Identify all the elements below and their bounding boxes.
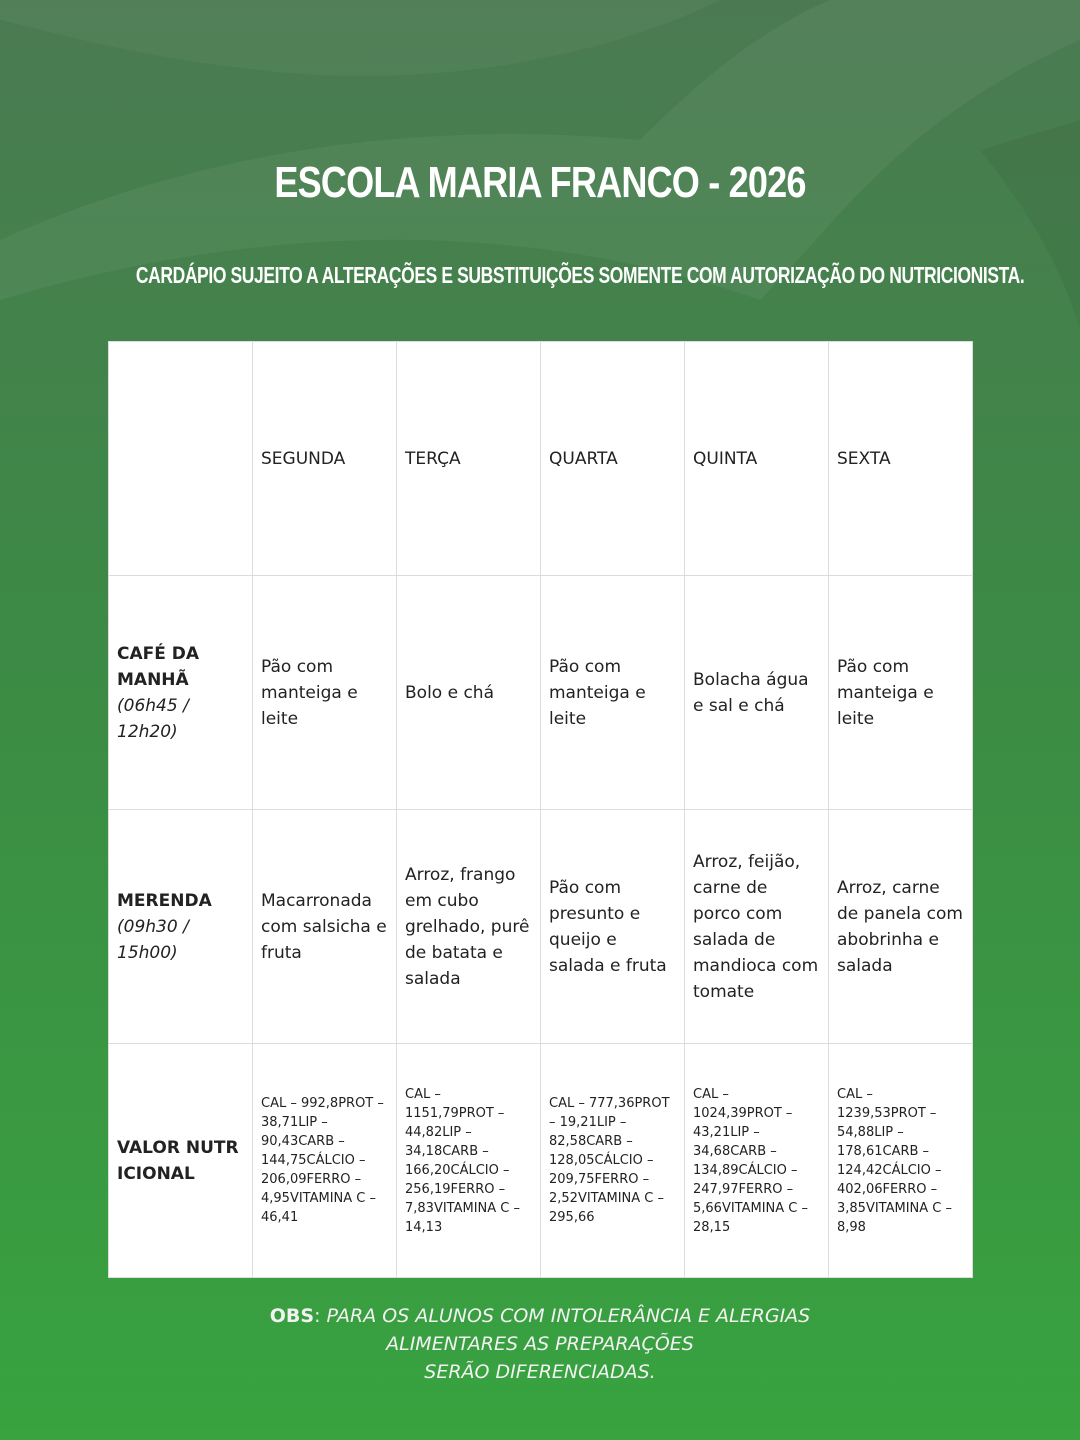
day-header-terca: TERÇA <box>397 342 541 576</box>
menu-cell: Arroz, carne de panela com abobrinha e salada <box>829 810 973 1044</box>
menu-cell: Pão com manteiga e leite <box>541 576 685 810</box>
obs-line-1 <box>0 1302 1080 1330</box>
nutrition-cell: CAL – 777,36PROT – 19,21LIP – 82,58CARB – 128,05CÁLCIO – 209,75FERRO – 2,52VITAMINA C – 295,66 <box>541 1044 685 1278</box>
page-subtitle: CARDÁPIO SUJEITO A ALTERAÇÕES E SUBSTITUIÇÕES SOMENTE COM AUTORIZAÇÃO DO NUTRICIONISTA. <box>135 262 1025 288</box>
table-corner-cell <box>109 342 253 576</box>
menu-cell: Bolo e chá <box>397 576 541 810</box>
table-header-row <box>109 342 973 576</box>
nutrition-cell: CAL – 1151,79PROT – 44,82LIP – 34,18CARB – 166,20CÁLCIO – 256,19FERRO – 7,83VITAMINA C – 14,13 <box>397 1044 541 1278</box>
meal-name: MERENDA <box>117 890 212 911</box>
obs-label: OBS <box>269 1305 315 1327</box>
meal-name: CAFÉ DA MANHÃ <box>117 643 200 690</box>
menu-cell: Arroz, frango em cubo grelhado, purê de batata e salada <box>397 810 541 1044</box>
meal-name: VALOR NUTRICIONAL <box>117 1137 239 1184</box>
page-title: ESCOLA MARIA FRANCO - 2026 <box>274 158 806 207</box>
obs-text-line-2: ALIMENTARES AS PREPARAÇÕES <box>386 1333 694 1355</box>
menu-cell: Pão com presunto e queijo e salada e fruta <box>541 810 685 1044</box>
meal-time: (09h30 / 15h00) <box>117 916 189 963</box>
meal-time: (06h45 / 12h20) <box>117 695 189 742</box>
day-header-segunda: SEGUNDA <box>253 342 397 576</box>
obs-text-line-1: PARA OS ALUNOS COM INTOLERÂNCIA E ALERGIAS <box>326 1305 811 1327</box>
day-header-sexta: SEXTA <box>829 342 973 576</box>
table-row-cafe <box>109 576 973 810</box>
nutrition-cell: CAL – 1024,39PROT – 43,21LIP – 34,68CARB – 134,89CÁLCIO – 247,97FERRO – 5,66VITAMINA C – 28,15 <box>685 1044 829 1278</box>
row-label-valor-nutricional <box>109 1044 253 1278</box>
menu-cell: Pão com manteiga e leite <box>253 576 397 810</box>
nutrition-cell: CAL – 992,8PROT – 38,71LIP – 90,43CARB – 144,75CÁLCIO – 206,09FERRO – 4,95VITAMINA C – 46,41 <box>253 1044 397 1278</box>
menu-table <box>108 341 973 1278</box>
obs-separator: : <box>314 1305 327 1327</box>
table-row-valor-nutricional <box>109 1044 973 1278</box>
menu-cell: Pão com manteiga e leite <box>829 576 973 810</box>
row-label-merenda <box>109 810 253 1044</box>
nutrition-cell: CAL – 1239,53PROT – 54,88LIP – 178,61CARB – 124,42CÁLCIO – 402,06FERRO – 3,85VITAMINA C – 8,98 <box>829 1044 973 1278</box>
menu-cell: Bolacha água e sal e chá <box>685 576 829 810</box>
menu-cell: Macarronada com salsicha e fruta <box>253 810 397 1044</box>
row-label-cafe <box>109 576 253 810</box>
day-header-quinta: QUINTA <box>685 342 829 576</box>
table-row-merenda <box>109 810 973 1044</box>
day-header-quarta: QUARTA <box>541 342 685 576</box>
obs-note <box>0 1302 1080 1386</box>
obs-text-line-3: SERÃO DIFERENCIADAS. <box>424 1361 656 1383</box>
menu-cell: Arroz, feijão, carne de porco com salada de mandioca com tomate <box>685 810 829 1044</box>
